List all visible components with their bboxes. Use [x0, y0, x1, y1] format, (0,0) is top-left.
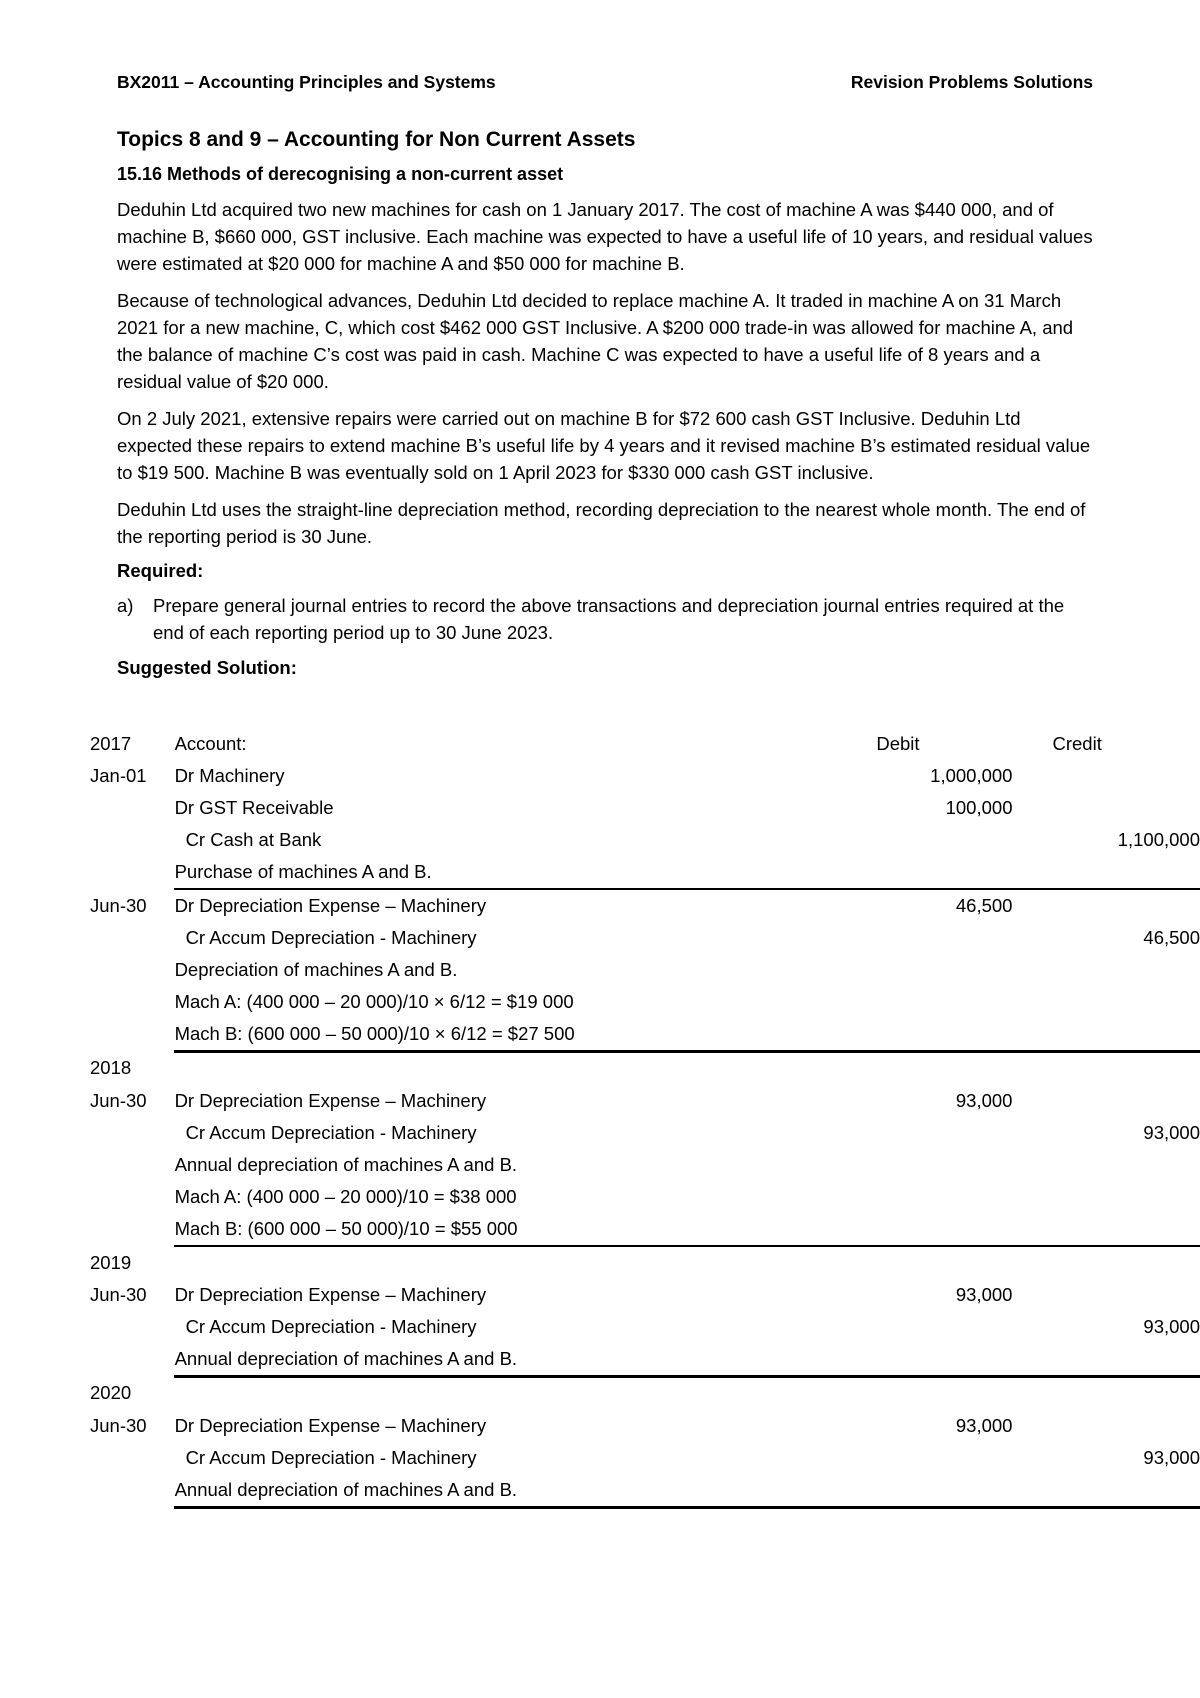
- journal-date-cell: [86, 824, 174, 856]
- journal-date-cell: [86, 922, 174, 954]
- journal-date-cell: Jun-30: [90, 1415, 147, 1436]
- journal-row: [86, 922, 1200, 954]
- suggested-solution-label: Suggested Solution:: [117, 657, 297, 678]
- journal-account-cell: Cr Cash at Bank: [185, 829, 322, 850]
- journal-account-cell: Mach A: (400 000 – 20 000)/10 = $38 000: [174, 1186, 517, 1207]
- journal-credit-cell: 1,100,000: [1117, 829, 1200, 850]
- journal-debit-cell: [788, 986, 1012, 1018]
- journal-row: [86, 824, 1200, 856]
- journal-date-cell: Jun-30: [90, 894, 147, 916]
- journal-credit-cell: [1012, 1343, 1200, 1377]
- journal-account-cell: Dr Depreciation Expense – Machinery: [174, 1284, 487, 1305]
- journal-debit-cell: [788, 1213, 1012, 1246]
- paragraph-depreciation-method: Deduhin Ltd uses the straight-line depreciation method, recording depreciation to the nearest whole month. The end of the reporting period is 30 June.: [117, 499, 1086, 547]
- journal-debit-cell: 1,000,000: [930, 765, 1013, 786]
- journal-row: [86, 889, 1200, 922]
- journal-date-cell: [86, 1181, 174, 1213]
- journal-account-cell: Dr Depreciation Expense – Machinery: [174, 895, 487, 916]
- paragraph-repairs: On 2 July 2021, extensive repairs were carried out on machine B for $72 600 cash GST Inclusive. Deduhin Ltd expected these repairs to extend machine B’s useful life by 4 years and it revised machine B’s estimated residual value to $19 500. Machine B was eventually sold on 1 April 2023 for $330 000 cash GST inclusive.: [117, 408, 1091, 483]
- journal-row: [86, 792, 1200, 824]
- journal-credit-cell: [1012, 792, 1200, 824]
- journal-account-cell: Mach B: (600 000 – 50 000)/10 = $55 000: [174, 1213, 789, 1246]
- journal-account-cell: Cr Accum Depreciation - Machinery: [185, 1447, 477, 1468]
- journal-account-cell: Annual depreciation of machines A and B.: [174, 1343, 789, 1377]
- journal-date-cell: 2018: [90, 1057, 132, 1079]
- journal-date-cell: [86, 1213, 174, 1246]
- journal-date-cell: 2019: [90, 1251, 132, 1273]
- journal-account-cell: Cr Accum Depreciation - Machinery: [185, 1122, 477, 1143]
- journal-row: [86, 1410, 1200, 1442]
- journal-account-header: Account:: [174, 733, 247, 754]
- journal-row: [86, 1279, 1200, 1311]
- header-doc-type: Revision Problems Solutions: [850, 72, 1093, 92]
- question-item: [117, 592, 1097, 646]
- journal-credit-cell: [1012, 1279, 1200, 1311]
- journal-row: [86, 1018, 1200, 1052]
- journal-debit-cell: [788, 1246, 1012, 1279]
- journal-debit-cell: [788, 1377, 1012, 1411]
- journal-credit-cell: [1012, 1474, 1200, 1508]
- journal-credit-cell: [1012, 1246, 1200, 1279]
- journal-row: [86, 1442, 1200, 1474]
- journal-credit-cell: 93,000: [1143, 1122, 1200, 1143]
- journal-date-cell: [86, 792, 174, 824]
- journal-debit-cell: [788, 1149, 1012, 1181]
- journal-account-cell: Dr GST Receivable: [174, 797, 334, 818]
- journal-credit-header: Credit: [1052, 733, 1102, 754]
- journal-debit-cell: [788, 856, 1012, 889]
- journal-debit-cell: [788, 1474, 1012, 1508]
- journal-date-cell: [86, 1149, 174, 1181]
- journal-debit-cell: [788, 824, 1012, 856]
- journal-credit-cell: [1012, 1410, 1200, 1442]
- journal-row: [86, 1149, 1200, 1181]
- document-body: [117, 128, 1097, 685]
- journal-date-cell: [86, 1117, 174, 1149]
- paragraph-trade-in: Because of technological advances, Deduhin Ltd decided to replace machine A. It traded in machine A on 31 March 2021 for a new machine, C, which cost $462 000 GST Inclusive. A $200 000 trade-in was allowed for machine A, and the balance of machine C’s cost was paid in cash. Machine C was expected to have a useful life of 8 years and a residual value of $20 000.: [117, 290, 1074, 392]
- paragraph-acquisition: Deduhin Ltd acquired two new machines for cash on 1 January 2017. The cost of machine A was $440 000, and of machine B, $660 000, GST inclusive. Each machine was expected to have a useful life of 10 years, and residual values were estimated at $20 000 for machine A and $50 000 for machine B.: [117, 199, 1093, 274]
- journal-account-cell: Mach A: (400 000 – 20 000)/10 × 6/12 = $19 000: [174, 991, 574, 1012]
- journal-debit-cell: 46,500: [955, 895, 1013, 916]
- journal-debit-cell: 93,000: [955, 1415, 1013, 1436]
- journal-credit-cell: [1012, 954, 1200, 986]
- journal-account-cell: Depreciation of machines A and B.: [174, 959, 458, 980]
- journal-debit-cell: [788, 1343, 1012, 1377]
- journal-account-cell: Mach B: (600 000 – 50 000)/10 × 6/12 = $27 500: [174, 1018, 789, 1052]
- journal-account-cell: [174, 1052, 789, 1086]
- journal-header-row: [86, 728, 1200, 760]
- journal-row: [86, 1052, 1200, 1086]
- journal-debit-cell: 100,000: [945, 797, 1013, 818]
- journal-credit-cell: 46,500: [1143, 927, 1200, 948]
- journal-row: [86, 1311, 1200, 1343]
- journal-credit-cell: [1012, 1018, 1200, 1052]
- journal-debit-cell: [788, 922, 1012, 954]
- journal-debit-cell: [788, 1018, 1012, 1052]
- required-label: Required:: [117, 560, 204, 581]
- journal-date-cell: [86, 1474, 174, 1508]
- journal-date-cell: Jun-30: [90, 1284, 147, 1305]
- journal-credit-cell: [1012, 1377, 1200, 1411]
- journal-account-cell: Annual depreciation of machines A and B.: [174, 1474, 789, 1508]
- journal-date-cell: [86, 1018, 174, 1052]
- journal-debit-cell: [788, 1052, 1012, 1086]
- journal-table: [86, 728, 1200, 1509]
- journal-row: [86, 1181, 1200, 1213]
- journal-debit-header: Debit: [876, 733, 920, 754]
- journal-credit-cell: 93,000: [1143, 1447, 1200, 1468]
- journal-row: [86, 1085, 1200, 1117]
- journal-date-cell: [86, 954, 174, 986]
- journal-year-header: 2017: [90, 733, 132, 754]
- journal-debit-cell: [788, 954, 1012, 986]
- journal-date-cell: Jun-30: [90, 1090, 147, 1111]
- journal-row: [86, 1343, 1200, 1377]
- journal-account-cell: Cr Accum Depreciation - Machinery: [185, 1316, 477, 1337]
- journal-debit-cell: [788, 1117, 1012, 1149]
- question-text: Prepare general journal entries to record the above transactions and depreciation journal entries required at the end of each reporting period up to 30 June 2023.: [153, 595, 1065, 643]
- journal-credit-cell: [1012, 1052, 1200, 1086]
- journal-row: [86, 760, 1200, 792]
- journal-account-cell: Purchase of machines A and B.: [174, 856, 789, 889]
- journal-credit-cell: [1012, 986, 1200, 1018]
- journal-date-cell: [86, 1343, 174, 1377]
- header-course-title: BX2011 – Accounting Principles and Systems: [117, 72, 496, 92]
- journal-credit-cell: [1012, 856, 1200, 889]
- journal-row: [86, 1117, 1200, 1149]
- question-label: a): [117, 595, 134, 616]
- journal-date-cell: [86, 1442, 174, 1474]
- journal-debit-cell: 93,000: [955, 1090, 1013, 1111]
- journal-account-cell: Annual depreciation of machines A and B.: [174, 1154, 518, 1175]
- journal-credit-cell: [1012, 760, 1200, 792]
- journal-date-cell: [86, 856, 174, 889]
- journal-row: [86, 856, 1200, 889]
- journal-row: [86, 954, 1200, 986]
- journal-row: [86, 1474, 1200, 1508]
- journal-account-cell: Dr Depreciation Expense – Machinery: [174, 1090, 487, 1111]
- journal-account-cell: [174, 1377, 789, 1411]
- journal-row: [86, 1246, 1200, 1279]
- journal-debit-cell: 93,000: [955, 1284, 1013, 1305]
- journal-credit-cell: [1012, 889, 1200, 922]
- journal-credit-cell: [1012, 1213, 1200, 1246]
- journal-date-cell: 2020: [90, 1382, 132, 1404]
- journal-credit-cell: [1012, 1181, 1200, 1213]
- journal-credit-cell: [1012, 1149, 1200, 1181]
- journal-account-cell: Dr Depreciation Expense – Machinery: [174, 1415, 487, 1436]
- journal-date-cell: [86, 1311, 174, 1343]
- journal-credit-cell: [1012, 1085, 1200, 1117]
- journal-account-cell: Dr Machinery: [174, 765, 285, 786]
- journal-account-cell: Cr Accum Depreciation - Machinery: [185, 927, 477, 948]
- page-title: Topics 8 and 9 – Accounting for Non Current Assets: [117, 128, 636, 151]
- journal-debit-cell: [788, 1181, 1012, 1213]
- journal-row: [86, 1377, 1200, 1411]
- journal-credit-cell: 93,000: [1143, 1316, 1200, 1337]
- journal-date-cell: [86, 986, 174, 1018]
- journal-row: [86, 986, 1200, 1018]
- journal-debit-cell: [788, 1311, 1012, 1343]
- journal-row: [86, 1213, 1200, 1246]
- section-subtitle: 15.16 Methods of derecognising a non-current asset: [117, 164, 564, 184]
- journal-debit-cell: [788, 1442, 1012, 1474]
- journal-date-cell: Jan-01: [90, 765, 147, 786]
- journal-account-cell: [174, 1246, 789, 1279]
